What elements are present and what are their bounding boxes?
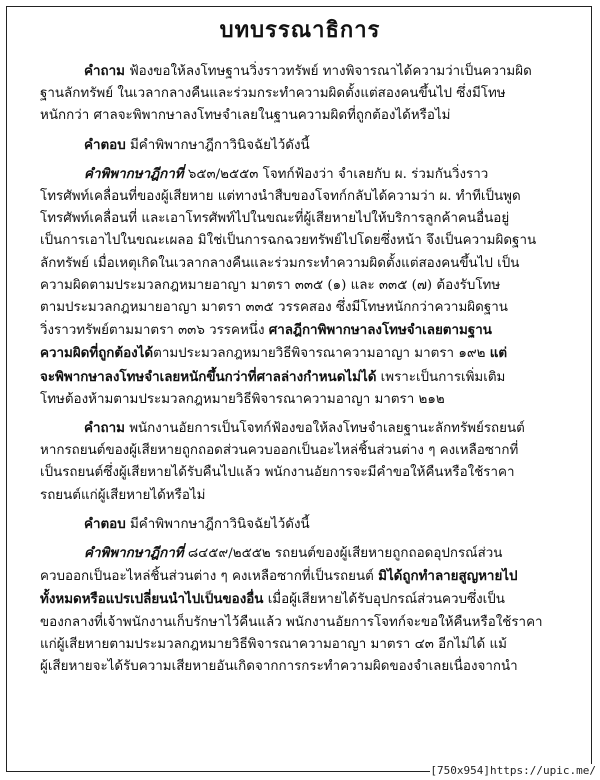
text-line: [40, 462, 568, 484]
text-line: [40, 565, 568, 588]
text-line: [40, 485, 568, 507]
text-run: โทรศัพท์เคลื่อนที่ และเอาโทรศัพท์ไปในขณะที่ผู้เสียหายไปให้บริการลูกค้าคนอื่นอยู่: [40, 211, 510, 227]
text-run: ฟ้องขอให้ลงโทษฐานวิ่งราวทรัพย์ ทางพิจารณาได้ความว่าเป็นความผิด: [124, 64, 532, 79]
text-line: [40, 366, 568, 389]
text-run: ๘๔๕๙/๒๕๕๒ รถยนต์ของผู้เสียหายถูกถอดอุปกรณ์ส่วน: [183, 546, 503, 562]
text-line: [40, 297, 568, 319]
emphasized-text: คำถาม: [84, 420, 125, 437]
text-line: [40, 440, 568, 462]
text-line: [40, 275, 568, 297]
text-run: ตามประมวลกฎหมายอาญา มาตรา ๓๓๕ วรรคสอง ซึ่งมีโทษหนักกว่าความผิดฐาน: [40, 300, 508, 316]
emphasized-text: ความผิดที่ถูกต้องได้: [40, 345, 154, 362]
text-run: เป็นรถยนต์ซึ่งผู้เสียหายได้รับคืนไปแล้ว พนักงานอัยการจะมีคำขอให้คืนหรือใช้ราคา: [40, 465, 515, 481]
text-line: [40, 417, 568, 440]
text-line: [40, 134, 568, 157]
text-run: วิ่งราวทรัพย์ตามมาตรา ๓๓๖ วรรคหนึ่ง: [40, 323, 269, 339]
text-line: [40, 513, 568, 536]
text-line: [40, 612, 568, 634]
text-line: [40, 230, 568, 252]
text-line: [40, 319, 568, 342]
paragraph: [40, 163, 568, 411]
text-run: เพราะเป็นการเพิ่มเติม: [376, 369, 506, 385]
emphasized-text: ทั้งหมดหรือแปรเปลี่ยนนำไปเป็นของอื่น: [40, 591, 264, 608]
emphasized-text: แต่: [489, 345, 508, 362]
text-line: [40, 342, 568, 365]
text-run: โทรศัพท์เคลื่อนที่ของผู้เสียหาย แต่ทางนำสืบของโจทก์กลับได้ความว่า ผ. ทำทีเป็นพูด: [40, 189, 521, 205]
paragraph: [40, 134, 568, 157]
text-run: หากรถยนต์ของผู้เสียหายถูกถอดส่วนควบออกเป็นอะไหล่ชิ้นส่วนต่าง ๆ คงเหลือซากที่: [40, 443, 519, 459]
paragraph: [40, 513, 568, 536]
text-line: [40, 588, 568, 611]
text-line: [40, 186, 568, 208]
text-run: ๖๕๓/๒๕๕๓ โจทก์ฟ้องว่า จำเลยกับ ผ. ร่วมกันวิ่งราว: [183, 166, 489, 182]
text-line: [40, 163, 568, 186]
text-run: ตามประมวลกฎหมายวิธีพิจารณาความอาญา มาตรา ๑๙๒: [153, 346, 490, 362]
page-title: บทบรรณาธิการ: [219, 17, 381, 43]
paragraph: [40, 417, 568, 507]
paragraph: [40, 542, 568, 678]
emphasized-text: คำพิพากษาฎีกาที่: [84, 545, 184, 562]
text-line: [40, 60, 568, 83]
text-run: ฐานลักทรัพย์ ในเวลากลางคืนและร่วมกระทำความผิดตั้งแต่สองคนขึ้นไป ซึ่งมีโทษ: [40, 86, 506, 102]
text-run: มีคำพิพากษาฎีกาวินิจฉัยไว้ดังนี้: [125, 137, 310, 153]
text-run: ความผิดตามประมวลกฎหมายอาญา มาตรา ๓๓๕ (๑) และ ๓๓๕ (๗) ต้องรับโทษ: [40, 277, 501, 293]
paragraph: [40, 60, 568, 128]
text-line: [40, 634, 568, 656]
text-line: [40, 389, 568, 411]
watermark-caption: [750x954]https://upic.me/: [430, 764, 596, 777]
text-line: [40, 105, 568, 127]
text-run: ผู้เสียหายจะได้รับความเสียหายอันเกิดจากการกระทำความผิดของจำเลยเนื่องจากนำ: [40, 659, 518, 675]
text-run: ลักทรัพย์ เมื่อเหตุเกิดในเวลากลางคืนและร่วมกระทำความผิดตั้งแต่สองคนขึ้นไป เป็น: [40, 255, 520, 271]
text-line: [40, 656, 568, 678]
emphasized-text: คำพิพากษาฎีกาที่: [84, 165, 184, 182]
text-run: เมื่อผู้เสียหายได้รับอุปกรณ์ส่วนควบซึ่งเป็น: [263, 592, 505, 608]
text-run: แก่ผู้เสียหายตามประมวลกฎหมายวิธีพิจารณาความอาญา มาตรา ๔๓ อีกไม่ได้ แม้: [40, 636, 507, 652]
emphasized-text: มิได้ถูกทำลายสูญหายไป: [378, 568, 518, 585]
text-run: รถยนต์แก่ผู้เสียหายได้หรือไม่: [40, 487, 206, 503]
text-run: โทษต้องห้ามตามประมวลกฎหมายวิธีพิจารณาความอาญา มาตรา ๒๑๒: [40, 391, 445, 407]
text-run: เป็นการเอาไปในขณะเผลอ มิใช่เป็นการฉกฉวยทรัพย์ไปโดยซึ่งหน้า จึงเป็นความผิดฐาน: [40, 233, 537, 249]
text-run: หนักกว่า ศาลจะพิพากษาลงโทษจำเลยในฐานความผิดที่ถูกต้องได้หรือไม่: [40, 108, 451, 124]
article-body: [40, 60, 568, 678]
emphasized-text: คำถาม: [84, 63, 125, 79]
text-run: ของกลางที่เจ้าพนักงานเก็บรักษาไว้คืนแล้ว พนักงานอัยการโจทก์จะขอให้คืนหรือใช้ราคา: [40, 614, 543, 630]
emphasized-text: จะพิพากษาลงโทษจำเลยหนักขึ้นกว่าที่ศาลล่างกำหนดไม่ได้: [40, 368, 377, 385]
text-run: พนักงานอัยการเป็นโจทก์ฟ้องขอให้ลงโทษจำเลยฐานะลักทรัพย์รถยนต์: [124, 421, 525, 437]
text-line: [40, 83, 568, 105]
text-line: [40, 542, 568, 565]
emphasized-text: คำตอบ: [84, 515, 126, 532]
text-run: มีคำพิพากษาฎีกาวินิจฉัยไว้ดังนี้: [125, 516, 310, 532]
emphasized-text: ศาลฎีกาพิพากษาลงโทษจำเลยตามฐาน: [268, 322, 492, 339]
emphasized-text: คำตอบ: [84, 136, 126, 153]
text-line: [40, 253, 568, 275]
text-line: [40, 208, 568, 230]
text-run: ควบออกเป็นอะไหล่ชิ้นส่วนต่าง ๆ คงเหลือซากที่เป็นรถยนต์: [40, 569, 379, 585]
